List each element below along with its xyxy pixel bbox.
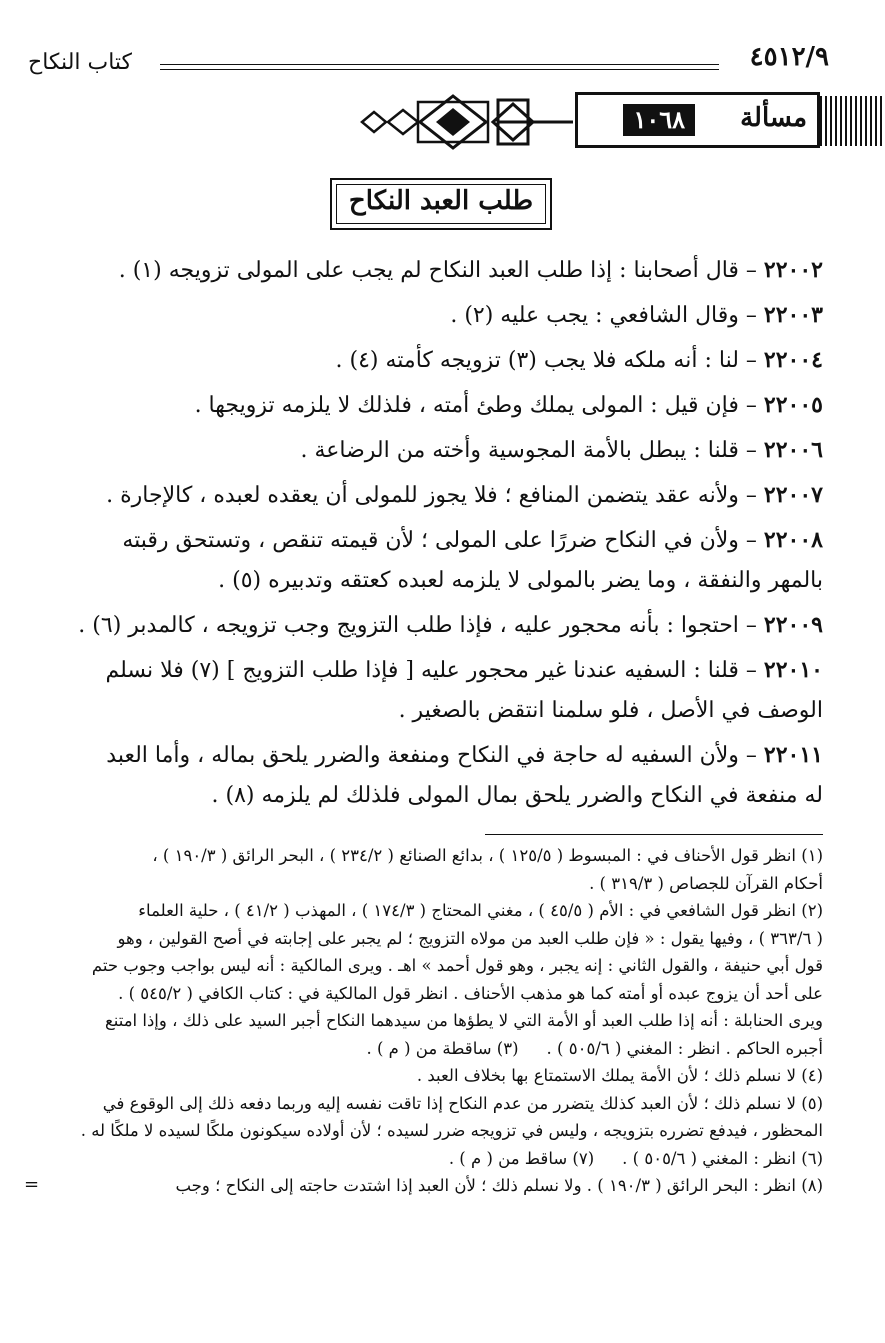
geometric-ornament-icon [358,92,573,152]
footnote-4: (٤) لا نسلم ذلك ؛ لأن الأمة يملك الاستمتاع بها بخلاف العبد . [416,1066,823,1085]
paragraph-number: ٢٢٠١١ [763,742,823,768]
masala-box [575,92,820,148]
masala-number: ١٠٦٨ [623,104,695,136]
page-number: ٤٥١٢/٩ [749,42,829,72]
footnotes [60,842,823,1200]
book-title: كتاب النكاح [28,50,133,75]
paragraph [58,475,823,516]
main-text [58,250,823,820]
paragraph [58,250,823,291]
paragraph-text: – فإن قيل : المولى يملك وطئ أمته ، فلذلك لا يلزمه تزويجها . [194,393,757,418]
paragraph-text-continued: الوصف في الأصل ، فلو سلمنا انتقض بالصغير . [398,698,823,723]
paragraph [58,650,823,731]
footnote-row-2-3 [60,1035,823,1063]
paragraph-text-continued: بالمهر والنفقة ، وما يضر بالمولى لا يلزمه لعبده كعتقه وتدبيره (٥) . [218,568,823,593]
paragraph-number: ٢٢٠٠٤ [763,347,823,373]
paragraph-text: – قال أصحابنا : إذا طلب العبد النكاح لم يجب على المولى تزويجه (١) . [118,258,757,283]
footnote-2-end: أجبره الحاكم . انظر : المغني ( ٥٠٥/٦ ) . [546,1038,823,1058]
footnote-2: (٢) انظر قول الشافعي في : الأم ( ٤٥/٥ ) ، مغني المحتاج ( ١٧٤/٣ ) ، المهذب ( ٤١/٢ ) ، حلية العلماء ( ٣٦٣/٦ ) ، وفيها يقول : « فإن طلب العبد من مولاه التزويج ؛ لم يجبر على إجابته في أصح القولين ، وهو قول أبي حنيفة ، والقول الثاني : إنه يجبر ، وهو قول أحمد » اهـ . ويرى المالكية : أنه ليس بواجب وجوب حتم على أحد أن يزوج عبده أو أمته كما هو مذهب الأحناف . انظر قول المالكية في : كتاب الكافي ( ٥٤٥/٢ ) . ويرى الحنابلة : أنه إذا طلب العبد أو الأمة التي لا يطؤها من سيدهما النكاح أجبر السيد على ذلك ، وإذا امتنع [91,901,823,1030]
paragraph-number: ٢٢٠٠٩ [763,612,823,638]
paragraph-number: ٢٢٠٠٧ [763,482,823,508]
footnote-8: (٨) انظر : البحر الرائق ( ١٩٠/٣ ) . ولا نسلم ذلك ؛ لأن العبد إذا اشتدت حاجته إلى النكاح ؛ وجب [175,1176,823,1195]
paragraph-text: – قلنا : يبطل بالأمة المجوسية وأخته من الرضاعة . [300,438,757,463]
paragraph [58,340,823,381]
footnote-1: (١) انظر قول الأحناف في : المبسوط ( ١٢٥/٥ ) ، بدائع الصنائع ( ٢٣٤/٢ ) ، البحر الرائق ( ١٩٠/٣ ) ، أحكام القرآن للجصاص ( ٣١٩/٣ ) . [152,846,823,893]
section-title: طلب العبد النكاح [348,186,534,216]
section-title-frame [330,178,552,230]
paragraph-text: – وقال الشافعي : يجب عليه (٢) . [450,303,757,328]
footnote-7: (٧) ساقط من ( م ) . [448,1148,595,1168]
paragraph-number: ٢٢٠١٠ [763,657,823,683]
paragraph-number: ٢٢٠٠٦ [763,437,823,463]
paragraph-text: – ولأنه عقد يتضمن المنافع ؛ فلا يجوز للمولى أن يعقده لعبده ، كالإجارة . [106,483,757,508]
paragraph [58,735,823,816]
paragraph-text: – ولأن السفيه له حاجة في النكاح ومنفعة والضرر يلحق بماله ، وأما العبد [106,743,757,768]
paragraph-number: ٢٢٠٠٥ [763,392,823,418]
running-header [28,42,829,82]
paragraph [58,385,823,426]
header-rule [160,64,719,70]
paragraph-text: – ولأن في النكاح ضررًا على المولى ؛ لأن قيمته تنقص ، وتستحق رقبته [122,528,757,553]
footnote-3: (٣) ساقطة من ( م ) . [366,1038,519,1058]
paragraph-text: – قلنا : السفيه عندنا غير محجور عليه [ فإذا طلب التزويج ] (٧) فلا نسلم [105,658,757,683]
footnote-separator [485,834,823,835]
paragraph-number: ٢٢٠٠٨ [763,527,823,553]
hatch-ornament [820,96,885,146]
paragraph [58,295,823,336]
paragraph [58,605,823,646]
paragraph-text: – لنا : أنه ملكه فلا يجب (٣) تزويجه كأمته (٤) . [335,348,757,373]
footnote-row-6-7 [60,1145,823,1173]
paragraph-number: ٢٢٠٠٢ [763,257,823,283]
masala-label: مسألة [740,103,807,133]
paragraph-text-continued: له منفعة في النكاح والضرر يلحق بمال المولى فلذلك لم يلزمه (٨) . [211,783,823,808]
paragraph-text: – احتجوا : بأنه محجور عليه ، فإذا طلب التزويج وجب تزويجه ، كالمدبر (٦) . [78,613,757,638]
paragraph-number: ٢٢٠٠٣ [763,302,823,328]
footnote-5: (٥) لا نسلم ذلك ؛ لأن العبد كذلك يتضرر من عدم النكاح إذا تاقت نفسه إليه وربما دفعه ذلك إلى الوقوع في المحظور ، فيدفع تضرره بتزويجه ، وليس في تزويجه ضرر لسيده ؛ لأن أولاده سيكونون ملكًا لسيده لا ملكًا له . [80,1093,823,1140]
paragraph [58,430,823,471]
paragraph [58,520,823,601]
continuation-mark: = [24,1174,40,1195]
footnote-6: (٦) انظر : المغني ( ٥٠٥/٦ ) . [622,1148,823,1168]
masala-banner [345,92,885,156]
